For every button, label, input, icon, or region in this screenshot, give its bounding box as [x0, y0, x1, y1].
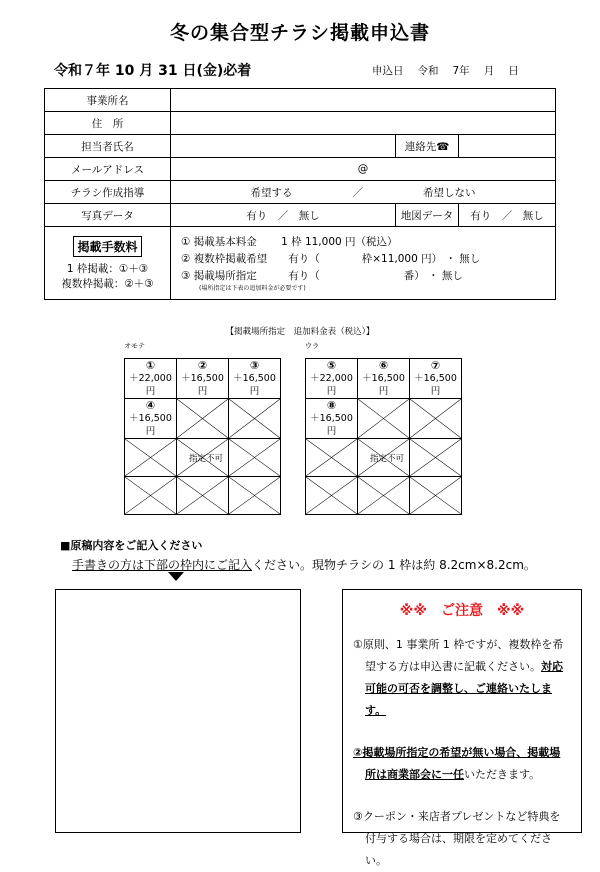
- front-grid: [124, 358, 281, 515]
- front-slot-2[interactable]: [177, 359, 229, 399]
- crossed-cell: [125, 439, 177, 477]
- manuscript-heading: ■原稿内容をご記入ください: [60, 539, 203, 552]
- business-name-field[interactable]: [171, 89, 556, 112]
- slot-price: ＋16,500円: [362, 373, 405, 397]
- contact-person-label: 担当者氏名: [45, 135, 171, 158]
- back-grid: [305, 358, 462, 515]
- month: 月: [483, 65, 495, 77]
- slot-price: ＋16,500円: [310, 413, 353, 437]
- slot-number: ⑦: [430, 359, 441, 372]
- front-label: オモテ: [124, 342, 145, 350]
- slot-number: ⑥: [378, 359, 389, 372]
- slot-number: ②: [197, 359, 208, 372]
- flyer-guidance-label: チラシ作成指導: [45, 181, 171, 204]
- address-field[interactable]: [171, 112, 556, 135]
- crossed-cell: [125, 477, 177, 515]
- crossed-cell: [229, 439, 281, 477]
- fee-multi: 複数枠掲載：②＋③: [61, 277, 154, 290]
- photo-options[interactable]: 有り ／ 無し: [171, 204, 396, 227]
- slot-price: ＋16,500円: [233, 373, 276, 397]
- email-label: メールアドレス: [45, 158, 171, 181]
- fee-line-2[interactable]: ② 複数枠掲載希望 有り（ 枠×11,000 円） ・ 無し: [181, 252, 481, 265]
- caution-item-2: [353, 742, 571, 786]
- crossed-cell: [358, 399, 410, 439]
- contact-field[interactable]: [459, 135, 556, 158]
- photo-data-label: 写真データ: [45, 204, 171, 227]
- crossed-cell: [229, 477, 281, 515]
- crossed-cell: [410, 477, 462, 515]
- slot-number: ③: [249, 359, 260, 372]
- back-slot-6[interactable]: [358, 359, 410, 399]
- manuscript-box[interactable]: [55, 589, 301, 833]
- caution-title: ※※ ご注意 ※※: [399, 603, 525, 619]
- map-options[interactable]: 有り ／ 無し: [459, 204, 556, 227]
- contact-label: 連絡先☎: [396, 135, 459, 158]
- slot-number: ⑧: [326, 399, 337, 412]
- slot-price: ＋22,000円: [310, 373, 353, 397]
- business-name-label: 事業所名: [45, 89, 171, 112]
- back-slot-8[interactable]: [306, 399, 358, 439]
- caution-item-1: [353, 634, 571, 722]
- front-slot-3[interactable]: [229, 359, 281, 399]
- fee-title: 掲載手数料: [73, 236, 141, 257]
- crossed-cell: [177, 439, 229, 477]
- day: 日: [508, 65, 519, 77]
- slot-number: ①: [145, 359, 156, 372]
- slot-number: ④: [145, 399, 156, 412]
- guidance-sep: ／: [352, 186, 363, 199]
- address-label: 住 所: [45, 112, 171, 135]
- crossed-cell: [358, 477, 410, 515]
- application-form: [44, 88, 556, 300]
- crossed-cell: [358, 439, 410, 477]
- slot-price: ＋16,500円: [129, 413, 172, 437]
- application-date-label: 申込日: [372, 65, 404, 77]
- crossed-cell: [306, 477, 358, 515]
- crossed-cell: [177, 399, 229, 439]
- caution-item-1-emphasis: 対応可能の可否を調整し、ご連絡いたします。: [365, 660, 563, 717]
- contact-person-field[interactable]: [171, 135, 396, 158]
- fee-single: 1 枠掲載：①＋③: [66, 262, 149, 275]
- back-slot-7[interactable]: [410, 359, 462, 399]
- manuscript-note: [72, 556, 536, 573]
- caution-box: [342, 589, 582, 867]
- map-data-label: 地図データ: [396, 204, 459, 227]
- manuscript-note-rest: ください。現物チラシの 1 枠は約 8.2cm×8.2cm。: [252, 558, 536, 572]
- crossed-cell: [410, 399, 462, 439]
- crossed-cell: [306, 439, 358, 477]
- back-slot-5[interactable]: [306, 359, 358, 399]
- slot-price: ＋16,500円: [181, 373, 224, 397]
- year: 7年: [452, 65, 470, 77]
- placement-caption: 【掲載場所指定 追加料金表（税込）】: [225, 327, 375, 337]
- flyer-guidance-field[interactable]: [171, 181, 556, 204]
- guidance-yes[interactable]: 希望する: [250, 186, 293, 199]
- caution-item-2-text: いただきます。: [464, 768, 541, 781]
- manuscript-note-underlined: 手書きの方は下部の枠内にご記入: [72, 558, 253, 572]
- fee-details: [171, 227, 556, 300]
- fee-line-1: ① 掲載基本料金 1 枠 11,000 円（税込）: [181, 235, 398, 248]
- fee-box: [45, 227, 171, 300]
- caution-item-2-emphasis: ②掲載場所指定の希望が無い場合、掲載場所は商業部会に一任: [353, 746, 561, 781]
- form-title: 冬の集合型チラシ掲載申込書: [169, 22, 430, 44]
- guidance-no[interactable]: 希望しない: [423, 186, 476, 199]
- email-field[interactable]: [171, 158, 556, 181]
- down-arrow-icon: [168, 572, 184, 581]
- crossed-cell: [177, 477, 229, 515]
- caution-item-1-text: ①原則、1 事業所 1 枠ですが、複数枠を希望する方は申込書に記載ください。: [353, 638, 564, 673]
- slot-price: ＋16,500円: [414, 373, 457, 397]
- fee-line-3-note: (場所指定は下表の追加料金が必要です): [199, 284, 306, 292]
- crossed-cell: [410, 439, 462, 477]
- crossed-cell: [229, 399, 281, 439]
- fee-line-3[interactable]: ③ 掲載場所指定 有り（ 番） ・ 無し: [181, 269, 463, 282]
- era: 令和: [417, 65, 439, 77]
- application-date: [372, 63, 533, 78]
- deadline: 令和７年 10 月 31 日(金)必着: [54, 63, 252, 79]
- caution-item-3: ③クーポン・来店者プレゼントなど特典を付与する場合は、期限を定めてください。: [353, 810, 561, 867]
- slot-number: ⑤: [326, 359, 337, 372]
- back-label: ウラ: [305, 342, 319, 350]
- slot-price: ＋22,000円: [129, 373, 172, 397]
- front-slot-4[interactable]: [125, 399, 177, 439]
- email-at: @: [357, 163, 369, 175]
- not-allowed-label: 指定不可: [189, 454, 224, 464]
- front-slot-1[interactable]: [125, 359, 177, 399]
- not-allowed-label: 指定不可: [370, 454, 405, 464]
